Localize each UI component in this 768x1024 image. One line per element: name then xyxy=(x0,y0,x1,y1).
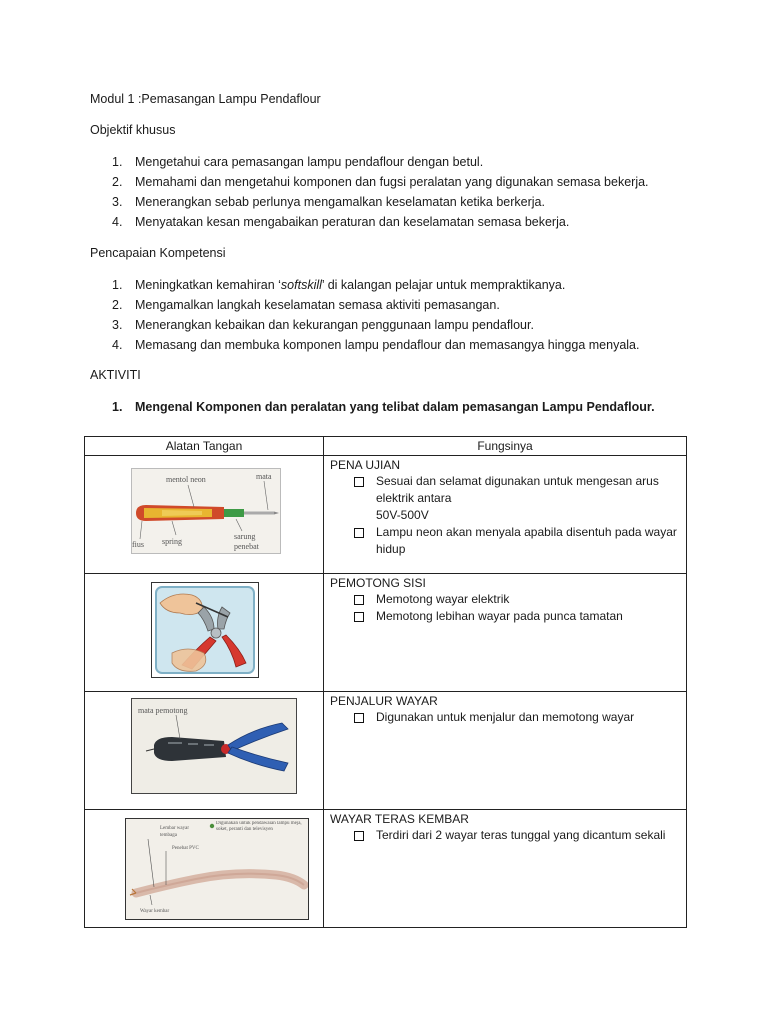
test-pen-image xyxy=(131,468,281,554)
list-item: 2. Mengamalkan langkah keselamatan semasa aktiviti pemasangan. xyxy=(112,298,500,312)
list-item: 4. Memasang dan membuka komponen lampu pendaflour dan memasangya hingga menyala. xyxy=(112,338,640,352)
label-wayar-kembar: Wayar kembar xyxy=(140,909,170,914)
label-spring: spring xyxy=(162,537,182,546)
list-item: 3. Menerangkan sebab perlunya mengamalkan keselamatan ketika berkerja. xyxy=(112,195,545,209)
checkbox-icon xyxy=(354,713,364,723)
list-item: 4. Menyatakan kesan mengabaikan peraturan dan keselamatan semasa bekerja. xyxy=(112,215,570,229)
twin-core-wire-image xyxy=(125,818,309,920)
wire-stripper-image xyxy=(131,698,297,794)
function-cell xyxy=(324,810,687,928)
objektif-list xyxy=(90,154,649,234)
table-header-alatan: Alatan Tangan xyxy=(85,437,324,456)
aktiviti-list xyxy=(90,399,655,419)
table-row xyxy=(85,810,687,928)
table-row xyxy=(85,456,687,574)
label-penebat-pvc: Penebat PVC xyxy=(172,846,199,851)
label-penebat: penebat xyxy=(234,542,259,551)
label-fius: fius xyxy=(132,540,144,549)
list-item: 50V-500V xyxy=(376,508,429,522)
tool-name: WAYAR TERAS KEMBAR xyxy=(330,812,469,826)
tool-image-cell xyxy=(85,692,324,810)
label-tembaga: tembaga xyxy=(160,833,177,838)
list-item: 3. Menerangkan kebaikan dan kekurangan penggunaan lampu pendaflour. xyxy=(112,318,534,332)
side-cutter-image xyxy=(151,582,259,678)
tool-name: PENA UJIAN xyxy=(330,458,401,472)
tool-name: PEMOTONG SISI xyxy=(330,576,426,590)
checkbox-icon xyxy=(354,528,364,538)
tool-image-cell xyxy=(85,574,324,692)
checkbox-icon xyxy=(354,477,364,487)
list-item: 1. Mengenal Komponen dan peralatan yang telibat dalam pemasangan Lampu Pendaflour. xyxy=(112,400,655,414)
list-item: 2. Memahami dan mengetahui komponen dan fugsi peralatan yang digunakan semasa bekerja. xyxy=(112,175,649,189)
list-item: Digunakan untuk menjalur dan memotong wayar xyxy=(330,709,680,726)
label-sarung: sarung xyxy=(234,532,256,541)
table-header-fungsi: Fungsinya xyxy=(324,437,687,456)
tool-name: PENJALUR WAYAR xyxy=(330,694,438,708)
checkbox-icon xyxy=(354,595,364,605)
checkbox-icon xyxy=(354,831,364,841)
label-mentol-neon: mentol neon xyxy=(166,475,206,484)
wire-caption: Digunakan untuk pendawaian lampu meja, soket, peranti dan televisyen xyxy=(216,821,302,832)
function-cell xyxy=(324,456,687,574)
list-item: 1. Meningkatkan kemahiran ‘softskill’ di kalangan pelajar untuk mempraktikanya. xyxy=(112,278,566,292)
aktiviti-heading: AKTIVITI xyxy=(90,368,141,382)
label-mata: mata xyxy=(256,472,272,481)
pencapaian-list xyxy=(90,277,639,357)
label-lembar-wayar: Lembar wayar xyxy=(160,826,190,831)
table-row xyxy=(85,692,687,810)
pencapaian-heading: Pencapaian Kompetensi xyxy=(90,246,226,260)
list-item: 1. Mengetahui cara pemasangan lampu pendaflour dengan betul. xyxy=(112,155,484,169)
list-item: Terdiri dari 2 wayar teras tunggal yang dicantum sekali xyxy=(330,827,680,844)
label-mata-pemotong: mata pemotong xyxy=(138,706,188,715)
function-cell xyxy=(324,692,687,810)
list-item: Lampu neon akan menyala apabila disentuh pada wayar hidup xyxy=(330,524,680,558)
tools-table xyxy=(84,436,687,928)
list-item: Sesuai dan selamat digunakan untuk mengesan arus elektrik antara xyxy=(330,473,680,507)
list-item: Memotong wayar elektrik xyxy=(330,591,680,608)
list-item: Memotong lebihan wayar pada punca tamatan xyxy=(330,608,680,625)
checkbox-icon xyxy=(354,612,364,622)
module-title: Modul 1 :Pemasangan Lampu Pendaflour xyxy=(90,92,321,106)
tool-image-cell xyxy=(85,810,324,928)
table-row xyxy=(85,574,687,692)
tool-image-cell xyxy=(85,456,324,574)
function-cell xyxy=(324,574,687,692)
objektif-heading: Objektif khusus xyxy=(90,123,176,137)
